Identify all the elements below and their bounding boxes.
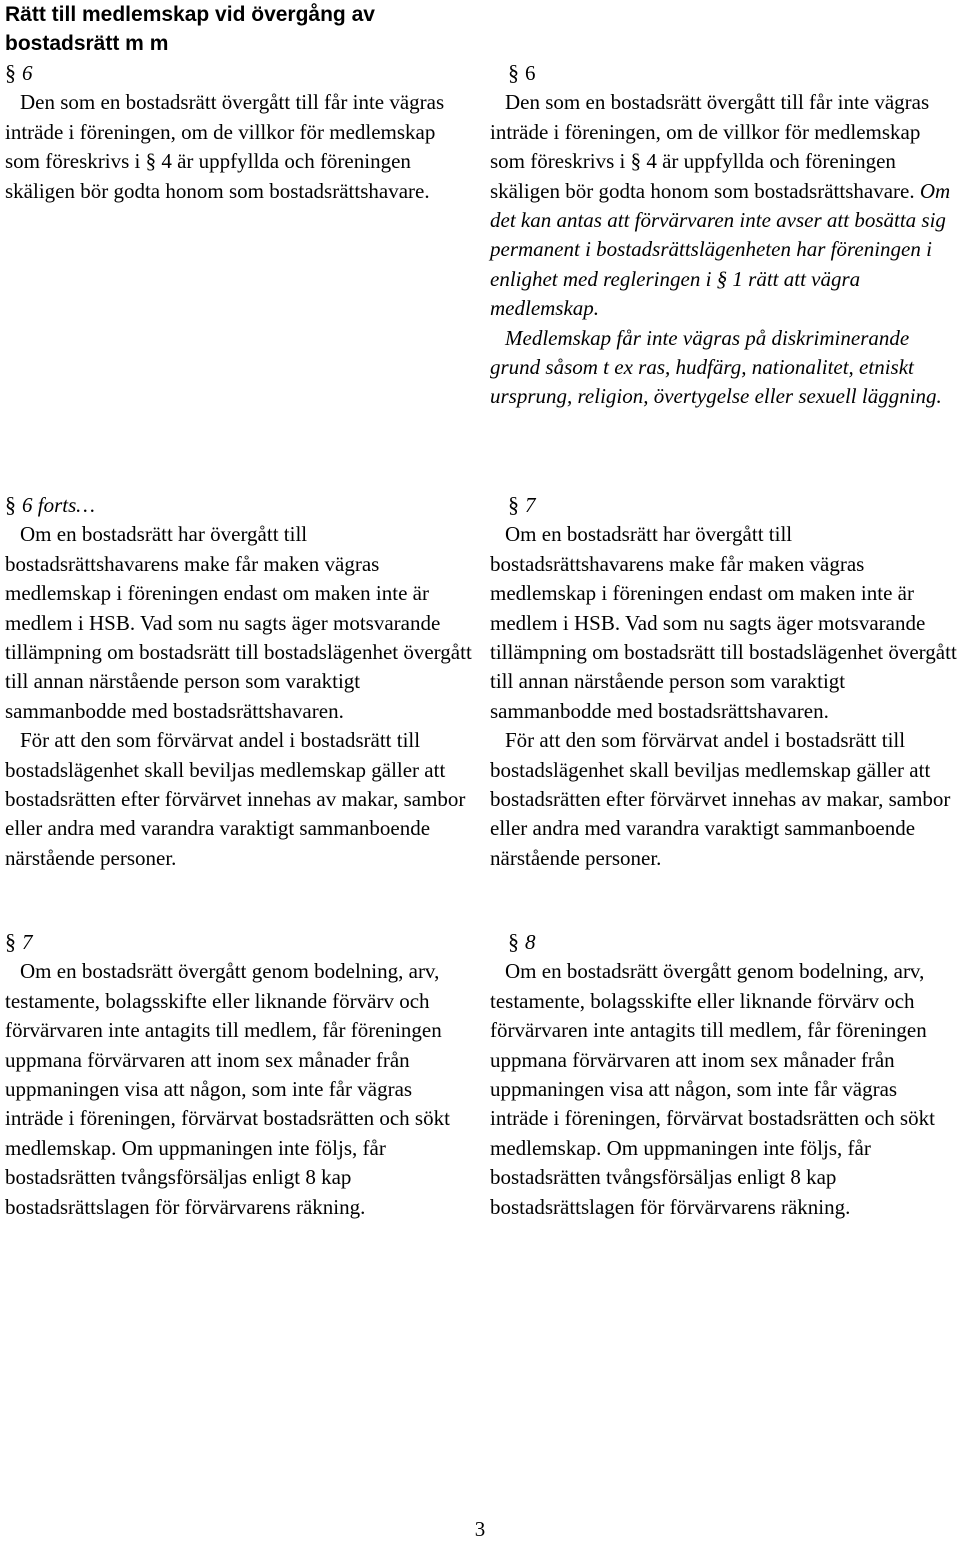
section-symbol: § [508, 60, 519, 85]
section-mark [5, 58, 475, 88]
section-number: 8 [525, 930, 536, 954]
section-number: 6 [22, 61, 33, 85]
section-italic-paragraph: Medlemskap får inte vägras på diskriminerande grund såsom t ex ras, hudfärg, nationalitet, etniskt ursprung, religion, övertygelse eller sexuell läggning. [490, 325, 942, 409]
section-text: Den som en bostadsrätt övergått till får inte vägras inträde i föreningen, om de villkor för medlemskap som föreskrivs i § 4 är uppfyllda och föreningen skäligen bör godta honom som bostadsrättshavare. [5, 90, 445, 203]
section-symbol: § [508, 492, 519, 517]
section-symbol: § [5, 929, 16, 954]
section-number: 6 forts… [22, 493, 95, 517]
left-section-6 [5, 58, 475, 206]
right-section-7 [490, 490, 960, 873]
section-number: 7 [525, 493, 536, 517]
section-mark [5, 927, 475, 957]
section-text-italic-addition: Om det kan antas att förvärvaren inte avser att bosätta sig permanent i bostadsrättslägenheten har föreningen i enlighet med regleringen i § 1 rätt att vägra medlemskap. [490, 178, 951, 321]
section-symbol: § [5, 492, 16, 517]
section-symbol: § [508, 929, 519, 954]
section-paragraph-2: För att den som förvärvat andel i bostadsrätt till bostadslägenhet skall beviljas medlemskap gäller att bostadsrätten efter förvärvet innehas av makar, sambor eller andra med varandra varaktigt sammanboende närstående personer. [5, 728, 466, 870]
section-number: 7 [22, 930, 33, 954]
section-mark [490, 490, 960, 520]
section-paragraph-1: Om en bostadsrätt har övergått till bostadsrättshavarens make får maken vägras medlemskap i föreningen endast om maken inte är medlem i HSB. Vad som nu sagts äger motsvarande tillämpning om bostadsrätt till bostadslägenhet övergått till annan närstående person som varaktigt sammanbodde med bostadsrättshavaren. [490, 522, 957, 723]
section-text: Om en bostadsrätt övergått genom bodelning, arv, testamente, bolagsskifte eller liknande förvärv och förvärvaren inte antagits till medlem, får föreningen uppmana förvärvaren att inom sex månader från uppmaningen visa att någon, som inte får vägras inträde i föreningen, förvärvat bostadsrätten och sökt medlemskap. Om uppmaningen inte följs, får bostadsrätten tvångsförsäljas enligt 8 kap bostadsrättslagen för förvärvarens räkning. [490, 959, 935, 1219]
page-number: 3 [474, 1517, 486, 1541]
right-section-6 [490, 58, 960, 412]
section-text: Om en bostadsrätt övergått genom bodelning, arv, testamente, bolagsskifte eller liknande förvärv och förvärvaren inte antagits till medlem, får föreningen uppmana förvärvaren att inom sex månader från uppmaningen visa att någon, som inte får vägras inträde i föreningen, förvärvat bostadsrätten och sökt medlemskap. Om uppmaningen inte följs, får bostadsrätten tvångsförsäljas enligt 8 kap bostadsrättslagen för förvärvarens räkning. [5, 959, 450, 1219]
section-symbol: § [5, 60, 16, 85]
section-text-regular: Den som en bostadsrätt övergått till får inte vägras inträde i föreningen, om de villkor för medlemskap som föreskrivs i § 4 är uppfyllda och föreningen skäligen bör godta honom som bostadsrättshavare. [490, 90, 930, 203]
left-section-6-continued [5, 490, 475, 873]
section-paragraph-1: Om en bostadsrätt har övergått till bostadsrättshavarens make får maken vägras medlemskap i föreningen endast om maken inte är medlem i HSB. Vad som nu sagts äger motsvarande tillämpning om bostadsrätt till bostadslägenhet övergått till annan närstående person som varaktigt sammanbodde med bostadsrättshavaren. [5, 522, 472, 723]
section-mark [490, 927, 960, 957]
section-number: 6 [525, 61, 536, 85]
section-mark [5, 490, 475, 520]
section-mark [490, 58, 960, 88]
section-text [490, 88, 960, 323]
section-paragraph-2: För att den som förvärvat andel i bostadsrätt till bostadslägenhet skall beviljas medlemskap gäller att bostadsrätten efter förvärvet innehas av makar, sambor eller andra med varandra varaktigt sammanboende närstående personer. [490, 728, 951, 870]
right-section-8 [490, 927, 960, 1222]
left-section-7 [5, 927, 475, 1222]
page-heading: Rätt till medlemskap vid övergång av bostadsrätt m m [5, 3, 375, 55]
